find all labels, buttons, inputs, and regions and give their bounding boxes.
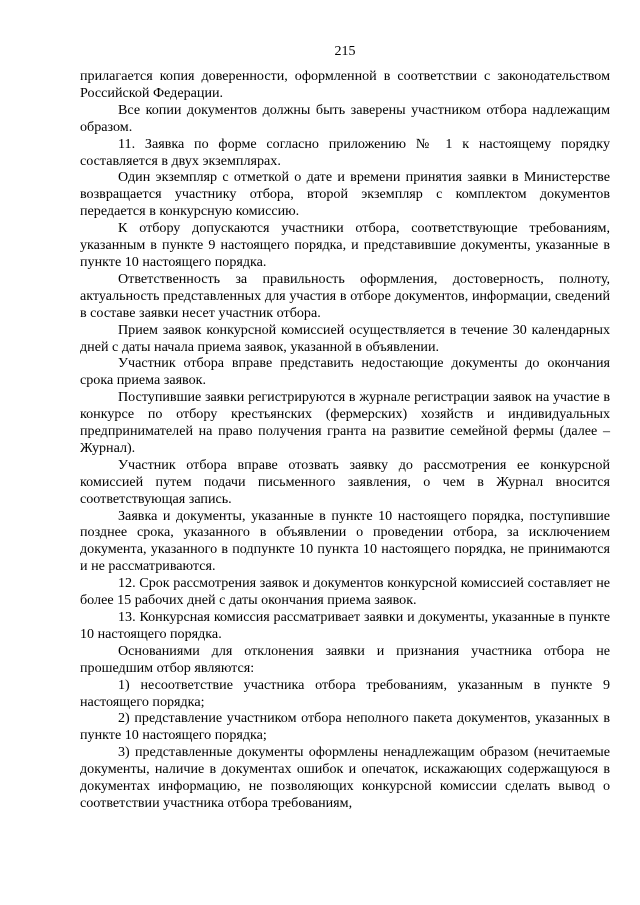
paragraph: Один экземпляр с отметкой о дате и времени принятия заявки в Министерстве возвращается участнику отбора, второй экземпляр с комплектом документов передается в конкурсную комиссию. [80,169,610,220]
paragraph: 1) несоответствие участника отбора требованиям, указанным в пункте 9 настоящего порядка; [80,676,610,710]
paragraph: Основаниями для отклонения заявки и признания участника отбора не прошедшим отбор являются: [80,642,610,676]
paragraph: Все копии документов должны быть заверены участником отбора надлежащим образом. [80,101,610,135]
paragraph: 2) представление участником отбора неполного пакета документов, указанных в пункте 10 настоящего порядка; [80,710,610,744]
paragraph: 11. Заявка по форме согласно приложению № 1 к настоящему порядку составляется в двух экземплярах. [80,135,610,169]
paragraph: 12. Срок рассмотрения заявок и документов конкурсной комиссией составляет не более 15 рабочих дней с даты окончания приема заявок. [80,575,610,609]
paragraph: Участник отбора вправе представить недостающие документы до окончания срока приема заявок. [80,355,610,389]
paragraph: Поступившие заявки регистрируются в журнале регистрации заявок на участие в конкурсе по отбору крестьянских (фермерских) хозяйств и индивидуальных предпринимателей на право получения гранта на развитие семейной фермы (далее – Журнал). [80,389,610,456]
paragraph: 13. Конкурсная комиссия рассматривает заявки и документы, указанные в пункте 10 настоящего порядка. [80,609,610,642]
paragraph: К отбору допускаются участники отбора, соответствующие требованиям, указанным в пункте 9 настоящего порядка, и представившие документы, указанные в пункте 10 настоящего порядка. [80,220,610,270]
paragraph: прилагается копия доверенности, оформленной в соответствии с законодательством Российской Федерации. [80,68,610,101]
page-number: 215 [334,44,356,59]
paragraph: Ответственность за правильность оформления, достоверность, полноту, актуальность представленных для участия в отборе документов, информации, сведений в составе заявки несет участник отбора. [80,270,610,321]
paragraph: Заявка и документы, указанные в пункте 10 настоящего порядка, поступившие позднее срока, указанного в объявлении о проведении отбора, за исключением документа, указанного в подпункте 10 пункта 10 настоящего порядка, не принимаются и не рассматриваются. [80,507,610,575]
paragraph: 3) представленные документы оформлены ненадлежащим образом (нечитаемые документы, наличие в документах ошибок и опечаток, искажающих содержащуюся в документах информацию, не позволяющих конкурсной комиссии сделать вывод о соответствии участника отбора требованиям, [80,744,610,811]
paragraph: Участник отбора вправе отозвать заявку до рассмотрения ее конкурсной комиссией путем подачи письменного заявления, о чем в Журнал вносится соответствующая запись. [80,456,610,507]
paragraph: Прием заявок конкурсной комиссией осуществляется в течение 30 календарных дней с даты начала приема заявок, указанной в объявлении. [80,321,610,355]
